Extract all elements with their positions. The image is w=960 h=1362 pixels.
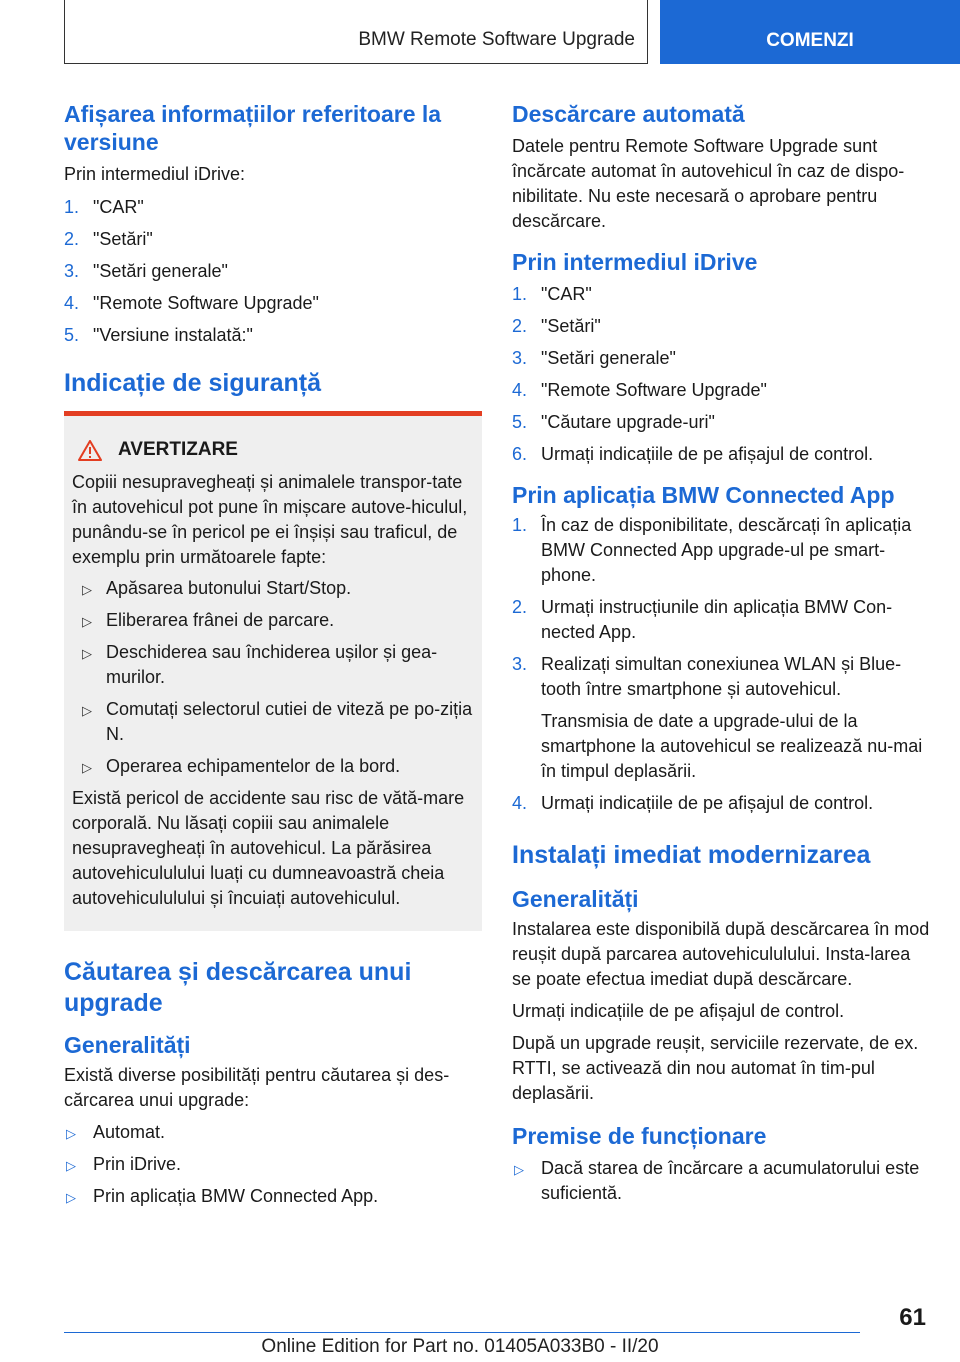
list-item: 2. "Setări" bbox=[64, 229, 153, 249]
list-item-note: Transmisia de date a upgrade-ului de la smartphone la autovehicul se realizează nu-mai în timpul deplasării. bbox=[541, 711, 923, 781]
section-title-prerequisites: Premise de funcționare bbox=[512, 1123, 767, 1149]
list-item: 5. "Versiune instalată:" bbox=[64, 325, 253, 345]
list-item: 4. Urmați indicațiile de pe afișajul de control. bbox=[512, 793, 874, 813]
version-intro: Prin intermediul iDrive: bbox=[64, 164, 246, 184]
list-item: 1. "CAR" bbox=[64, 197, 144, 217]
list-item: 3. "Setări generale" bbox=[64, 261, 228, 281]
warning-title: AVERTIZARE bbox=[78, 438, 474, 462]
section-title-auto-download: Descărcare automată bbox=[512, 101, 745, 127]
header-title: BMW Remote Software Upgrade bbox=[358, 29, 635, 50]
list-item: ▷ Operarea echipamentelor de la bord. bbox=[72, 754, 474, 779]
warning-list bbox=[72, 576, 474, 779]
app-steps bbox=[512, 513, 932, 816]
list-item: 1. În caz de disponibilitate, descărcați în aplicația BMW Connected App upgrade-ul pe smart-phone. bbox=[512, 515, 912, 585]
section-title-idrive: Prin intermediul iDrive bbox=[512, 249, 758, 275]
subsection-title-general-install: Generalități bbox=[512, 886, 639, 912]
install-text-2: Urmați indicațiile de pe afișajul de control. bbox=[512, 1001, 845, 1021]
section-tab-label: COMENZI bbox=[766, 30, 854, 51]
list-item: 3. Realizați simultan conexiunea WLAN și Blue-tooth între smartphone și autovehicul. bbox=[512, 654, 902, 699]
list-item: 2. Urmați instrucțiunile din aplicația BMW Con-nected App. bbox=[512, 597, 893, 642]
prerequisites-list bbox=[512, 1156, 932, 1206]
install-text-1: Instalarea este disponibilă după descărcarea în mod reușit după parcarea autovehicululului. Insta-larea se poate efectua imediat după descărcare. bbox=[512, 919, 930, 989]
section-title-version: Afișarea informațiilor referitoare la versiune bbox=[64, 101, 442, 155]
bullet-triangle-icon: ▷ bbox=[66, 1158, 76, 1173]
list-item: 3. "Setări generale" bbox=[512, 348, 676, 368]
bullet-triangle-icon: ▷ bbox=[514, 1162, 524, 1177]
bullet-triangle-icon: ▷ bbox=[82, 614, 92, 629]
bullet-triangle-icon: ▷ bbox=[82, 760, 92, 775]
subsection-title-general: Generalități bbox=[64, 1032, 191, 1058]
list-item: 4. "Remote Software Upgrade" bbox=[512, 380, 767, 400]
list-item: 2. "Setări" bbox=[512, 316, 601, 336]
warning-box bbox=[64, 411, 482, 931]
idrive-steps bbox=[512, 282, 932, 467]
list-item: ▷ Eliberarea frânei de parcare. bbox=[72, 608, 474, 633]
list-item: ▷ Dacă starea de încărcare a acumulatorului este suficientă. bbox=[514, 1158, 920, 1203]
section-tab[interactable] bbox=[660, 0, 960, 64]
version-steps bbox=[64, 195, 482, 348]
auto-download-text: Datele pentru Remote Software Upgrade sunt încărcate automat în autovehicul în caz de dispo-nibilitate. Nu este necesară o aprobare pentru descărcare. bbox=[512, 136, 905, 231]
search-text: Există diverse posibilități pentru căutarea și des-cărcarea unui upgrade: bbox=[64, 1065, 450, 1110]
bullet-triangle-icon: ▷ bbox=[66, 1190, 76, 1205]
header-box bbox=[64, 0, 648, 64]
footer-divider bbox=[64, 1332, 860, 1333]
list-item: 6. Urmați indicațiile de pe afișajul de control. bbox=[512, 444, 874, 464]
list-item: ▷ Prin iDrive. bbox=[64, 1152, 482, 1177]
bullet-triangle-icon: ▷ bbox=[82, 703, 92, 718]
section-title-search: Căutarea și descărcarea unui upgrade bbox=[64, 958, 412, 1017]
bullet-triangle-icon: ▷ bbox=[66, 1126, 76, 1141]
bullet-triangle-icon: ▷ bbox=[82, 646, 92, 661]
list-item: ▷ Deschiderea sau închiderea ușilor și gea-murilor. bbox=[82, 642, 438, 687]
list-item: 5. "Căutare upgrade-uri" bbox=[512, 412, 715, 432]
list-item: ▷ Automat. bbox=[64, 1120, 482, 1145]
warning-outro: Există pericol de accidente sau risc de vătă-mare corporală. Nu lăsați copiii sau animalele nesupravegheați în autovehicul. La părăsirea autovehicululului luați cu dumneavoastră cheia autovehicululului și încuiați autovehiculul. bbox=[72, 788, 465, 908]
search-options-list bbox=[64, 1120, 482, 1209]
page-number: 61 bbox=[899, 1304, 926, 1331]
left-column bbox=[64, 100, 482, 1209]
bullet-triangle-icon: ▷ bbox=[82, 582, 92, 597]
warning-intro: Copiii nesupravegheați și animalele transpor-tate în autovehicul pot pune în mișcare autove-hiculul, punându-se în pericol pe ei înșiși sau traficul, de exemplu prin următoarele fapte: bbox=[72, 472, 468, 567]
list-item: ▷ Prin aplicația BMW Connected App. bbox=[64, 1184, 482, 1209]
right-column bbox=[512, 100, 932, 1206]
list-item: ▷ Comutați selectorul cutiei de viteză pe po-ziția N. bbox=[82, 699, 473, 744]
section-title-install: Instalați imediat modernizarea bbox=[512, 841, 871, 869]
install-text-3: După un upgrade reușit, serviciile rezervate, de ex. RTTI, se activează din nou automat în tim-pul deplasării. bbox=[512, 1033, 919, 1103]
warning-triangle-icon bbox=[78, 440, 102, 461]
section-title-safety: Indicație de siguranță bbox=[64, 369, 322, 397]
section-title-app: Prin aplicația BMW Connected App bbox=[512, 482, 895, 508]
list-item: 4. "Remote Software Upgrade" bbox=[64, 293, 319, 313]
list-item: 1. "CAR" bbox=[512, 284, 592, 304]
footer-edition: Online Edition for Part no. 01405A033B0 - II/20 bbox=[261, 1336, 659, 1357]
list-item: ▷ Apăsarea butonului Start/Stop. bbox=[72, 576, 474, 601]
